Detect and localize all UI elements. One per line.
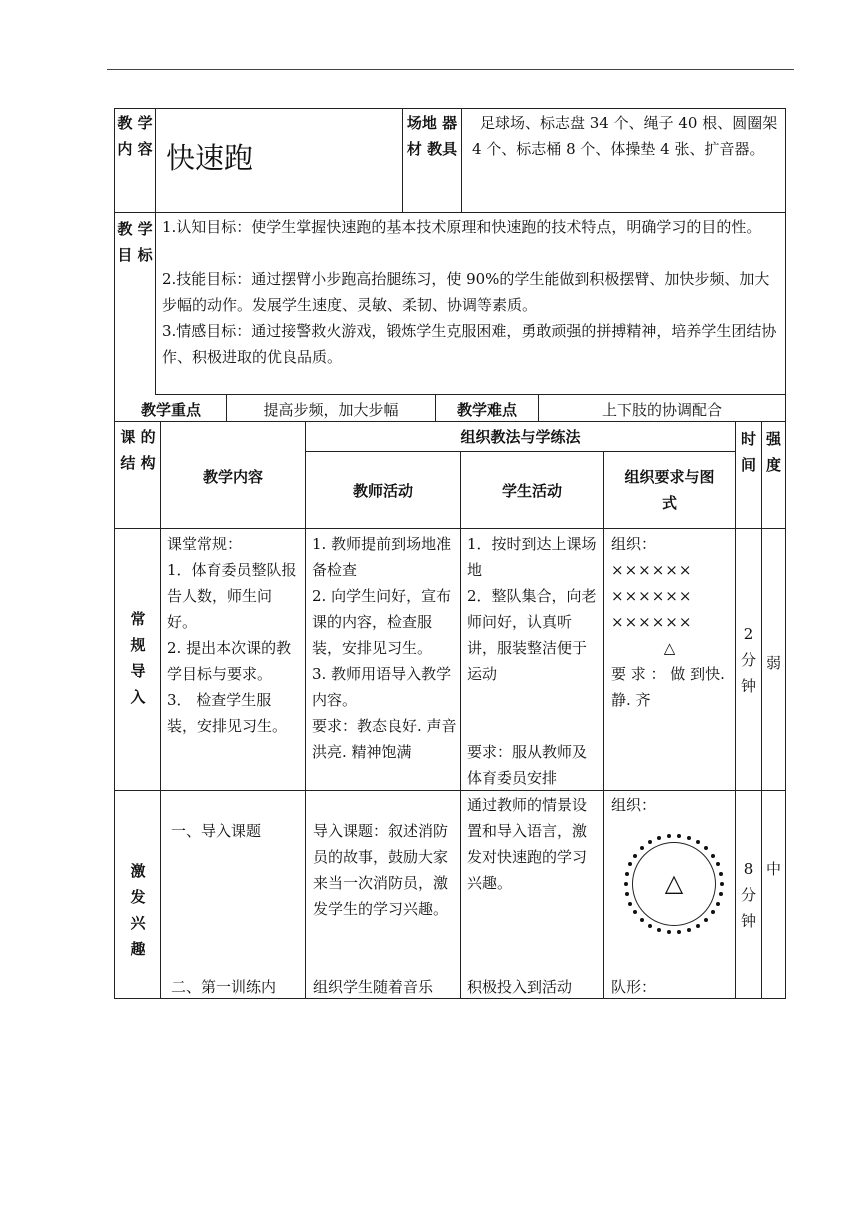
student-dot — [677, 834, 681, 838]
header-content: 教学内容 — [202, 468, 263, 486]
student-dot — [640, 918, 644, 922]
teacher-triangle-icon: △ — [664, 869, 684, 897]
teacher-position-icon: △ — [663, 639, 676, 657]
student-dot — [696, 840, 700, 844]
goal-item-2: 2.技能目标：通过摆臂小步跑高抬腿练习，使 90%的学生能做到积极摆臂、加快步频、加大步幅的动作。发展学生速度、灵敏、柔韧、协调等素质。 — [162, 270, 770, 314]
goals-label: 教 学 目 标 — [117, 220, 153, 264]
routine-content: 课堂常规： 1．体育委员整队报告人数，师生问好。 2. 提出本次课的教学目标与要求。 3． 检查学生服装，安排见习生。 — [167, 535, 297, 735]
student-dot — [711, 910, 715, 914]
student-dot — [704, 846, 708, 850]
goal-item-1: 1.认知目标：使学生掌握快速跑的基本技术原理和快速跑的技术特点，明确学习的目的性。 — [162, 218, 762, 236]
interest-content-a: 一、导入课题 — [171, 822, 262, 840]
student-dot — [633, 910, 637, 914]
student-dot — [677, 930, 681, 934]
header-teacher: 教师活动 — [352, 482, 413, 500]
student-dot — [628, 862, 632, 866]
lesson-title: 快速跑 — [166, 141, 254, 175]
focus-label: 教学重点 — [140, 401, 201, 419]
focus-text: 提高步频，加大步幅 — [263, 401, 399, 419]
content-label: 教 学 内 容 — [117, 114, 153, 158]
interest-intensity: 中 — [765, 860, 781, 878]
formation-label: 队形： — [611, 978, 657, 996]
routine-org-label: 组织： — [611, 535, 657, 553]
routine-student: 1．按时到达上课场地 2．整队集合，向老师问好，认真听讲，服装整洁便于运动 要求：服从教师及体育委员安排 — [467, 535, 597, 787]
goal-item-3: 3.情感目标：通过接警救火游戏，锻炼学生克服困难，勇敢顽强的拼搏精神，培养学生团结协作、积极进取的优良品质。 — [162, 322, 777, 366]
routine-teacher: 1. 教师提前到场地准备检查 2. 向学生问好，宣布课的内容，检查服装，安排见习生。 3. 教师用语导入教学内容。 要求：教态良好. 声音洪亮. 精神饱满 — [312, 535, 457, 761]
header-time: 时 间 — [740, 430, 756, 474]
formation-row-3: ×××××× — [611, 613, 693, 631]
student-dot — [711, 854, 715, 858]
student-dot — [716, 862, 720, 866]
routine-intensity: 弱 — [765, 654, 781, 672]
student-dot — [640, 846, 644, 850]
difficulty-label: 教学难点 — [456, 401, 517, 419]
interest-org-label: 组织： — [611, 796, 657, 814]
header-intensity: 强 度 — [765, 430, 781, 474]
student-dot — [628, 902, 632, 906]
student-dot — [657, 836, 661, 840]
student-dot — [704, 918, 708, 922]
student-dot — [716, 902, 720, 906]
routine-requirement: 要 求 ： 做 到快. 静. 齐 — [611, 665, 725, 709]
circle-formation-diagram — [624, 834, 724, 934]
student-dot — [633, 854, 637, 858]
venue-label: 场地 器材 教具 — [406, 114, 458, 158]
difficulty-text: 上下肢的协调配合 — [601, 401, 722, 419]
stage-routine: 常 规 导 入 — [130, 610, 146, 706]
interest-teacher-a: 导入课题：叙述消防员的故事，鼓励大家来当一次消防员，激发学生的学习兴趣。 — [313, 822, 449, 918]
stage-interest: 激 发 兴 趣 — [130, 862, 146, 958]
interest-student-b: 积极投入到活动 — [467, 978, 573, 996]
student-dot — [657, 928, 661, 932]
student-dot — [696, 924, 700, 928]
student-dot — [648, 840, 652, 844]
interest-teacher-b: 组织学生随着音乐 — [313, 978, 434, 996]
header-methods: 组织教法与学练法 — [460, 428, 581, 446]
header-structure: 课 的 结 构 — [120, 428, 156, 472]
formation-row-2: ×××××× — [611, 587, 693, 605]
header-student: 学生活动 — [501, 482, 562, 500]
routine-time: 2 分 钟 — [740, 625, 756, 695]
student-dot — [648, 924, 652, 928]
interest-content-b: 二、第一训练内 — [171, 978, 277, 996]
venue-text: 足球场、标志盘 34 个、绳子 40 根、圆圈架 4 个、标志桶 8 个、体操垫 4 张、扩音器。 — [472, 114, 778, 158]
page-header-rule — [107, 69, 794, 70]
student-dot — [687, 836, 691, 840]
student-dot — [667, 930, 671, 934]
student-dot — [667, 834, 671, 838]
formation-row-1: ×××××× — [611, 561, 693, 579]
student-dot — [687, 928, 691, 932]
interest-time: 8 分 钟 — [740, 860, 756, 930]
interest-student-a: 通过教师的情景设置和导入语言，激发对快速跑的学习兴趣。 — [467, 796, 588, 892]
header-organization: 组织要求与图 式 — [624, 468, 715, 512]
